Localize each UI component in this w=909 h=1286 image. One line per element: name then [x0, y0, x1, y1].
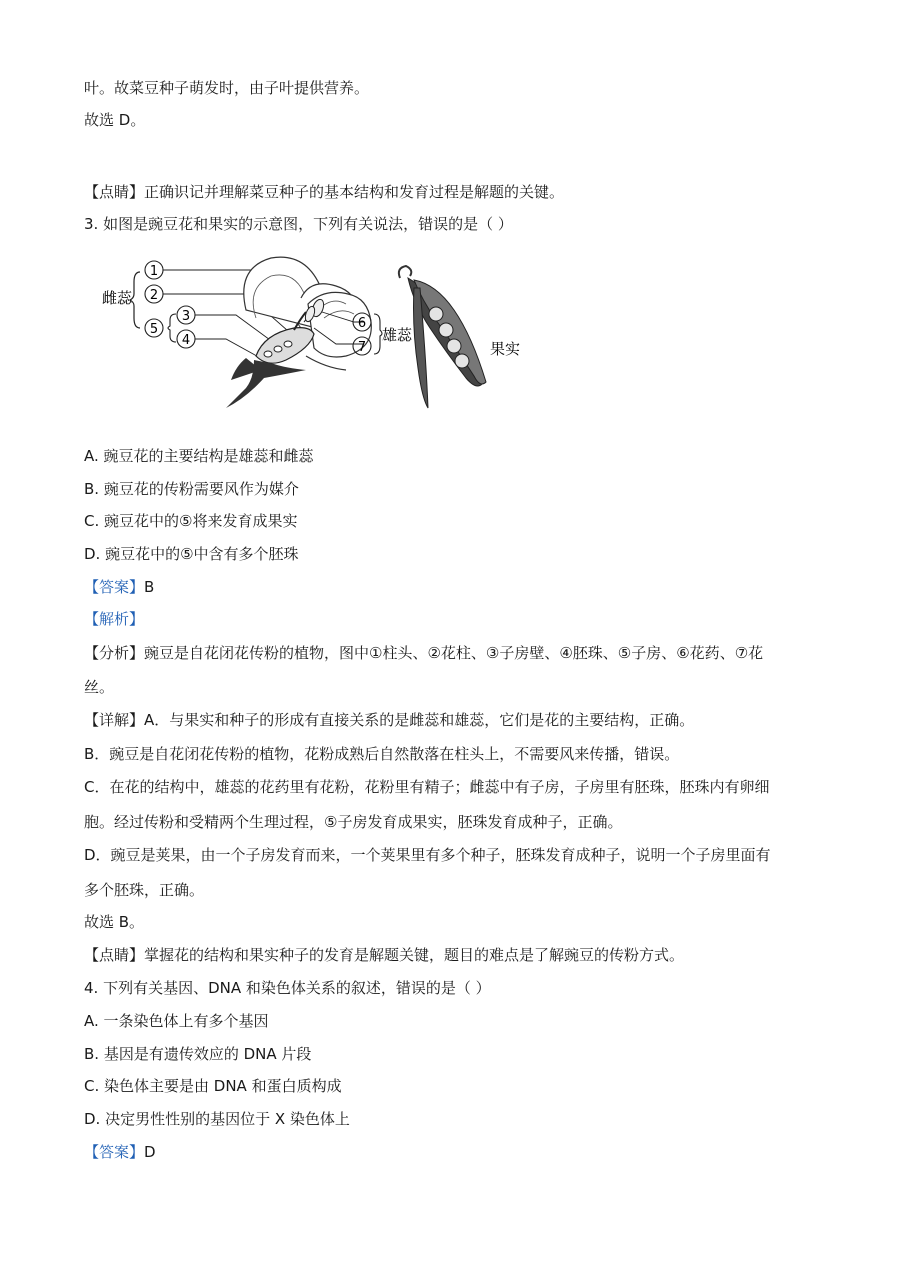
- flower-drawing: [226, 257, 371, 408]
- marker-2-label: 2: [149, 288, 159, 303]
- answer-3: [84, 577, 154, 597]
- question-4: 4. 下列有关基因、DNA 和染色体关系的叙述，错误的是（ ）: [84, 979, 491, 997]
- stamen-bracket: [374, 314, 382, 354]
- answer-4: [84, 1142, 156, 1162]
- text-line: 【分析】豌豆是自花闭花传粉的植物，图中①柱头、②花柱、③子房壁、④胚珠、⑤子房、⑥花药、⑦花: [84, 644, 764, 662]
- answer-value: B: [144, 578, 155, 596]
- text-line: 丝。: [84, 678, 115, 696]
- answer-tag: 【答案】: [84, 1143, 145, 1161]
- text-line: 【点睛】掌握花的结构和果实种子的发育是解题关键，题目的难点是了解豌豆的传粉方式。: [84, 946, 685, 964]
- marker-5: [145, 319, 163, 337]
- text-line: 故选 D。: [84, 111, 146, 129]
- option-c: C. 豌豆花中的⑤将来发育成果实: [84, 512, 298, 530]
- marker-4: [177, 330, 195, 348]
- question-3: 3. 如图是豌豆花和果实的示意图，下列有关说法，错误的是（ ）: [84, 215, 513, 233]
- marker-4-label: 4: [181, 333, 191, 348]
- text-line: B．豌豆是自花闭花传粉的植物，花粉成熟后自然散落在柱头上，不需要风来传播，错误。: [84, 745, 680, 763]
- ovary-bracket: [168, 314, 176, 342]
- pea-flower-fruit-figure: [96, 248, 536, 420]
- marker-3: [177, 306, 195, 324]
- option-b: B. 基因是有遗传效应的 DNA 片段: [84, 1045, 312, 1063]
- option-a: A. 豌豆花的主要结构是雄蕊和雌蕊: [84, 447, 314, 465]
- marker-7-label: 7: [357, 340, 367, 355]
- marker-5-label: 5: [149, 322, 159, 337]
- answer-tag: 【答案】: [84, 578, 145, 596]
- option-d: D. 决定男性性别的基因位于 X 染色体上: [84, 1110, 350, 1128]
- option-d: D. 豌豆花中的⑤中含有多个胚珠: [84, 545, 299, 563]
- answer-value: D: [144, 1143, 156, 1161]
- text-line: 故选 B。: [84, 913, 145, 931]
- figure-label-pistil: 雌蕊: [102, 289, 133, 307]
- marker-2: [145, 285, 163, 303]
- figure-label-stamen: 雄蕊: [382, 326, 413, 344]
- option-c: C. 染色体主要是由 DNA 和蛋白质构成: [84, 1077, 342, 1095]
- marker-3-label: 3: [181, 309, 191, 324]
- text-line: D．豌豆是荚果，由一个子房发育而来，一个荚果里有多个种子，胚珠发育成种子，说明一个子房里面有: [84, 846, 771, 864]
- text-line: 【点睛】正确识记并理解菜豆种子的基本结构和发育过程是解题的关键。: [84, 183, 565, 201]
- marker-1-label: 1: [149, 264, 159, 279]
- text-line: 叶。故菜豆种子萌发时，由子叶提供营养。: [84, 79, 370, 97]
- marker-1: [145, 261, 163, 279]
- option-a: A. 一条染色体上有多个基因: [84, 1012, 269, 1030]
- text-line: 胞。经过传粉和受精两个生理过程，⑤子房发育成果实，胚珠发育成种子，正确。: [84, 813, 623, 831]
- text-line: 多个胚珠，正确。: [84, 881, 205, 899]
- analysis-tag: 【解析】: [84, 610, 145, 628]
- marker-6-label: 6: [357, 316, 367, 331]
- text-line: C．在花的结构中，雄蕊的花药里有花粉，花粉里有精子；雌蕊中有子房，子房里有胚珠，胚珠内有卵细: [84, 778, 770, 796]
- text-line: 【详解】A．与果实和种子的形成有直接关系的是雌蕊和雄蕊，它们是花的主要结构，正确。: [84, 711, 695, 729]
- figure-label-fruit: 果实: [490, 340, 521, 358]
- figure-svg: [96, 248, 536, 420]
- option-b: B. 豌豆花的传粉需要风作为媒介: [84, 480, 299, 498]
